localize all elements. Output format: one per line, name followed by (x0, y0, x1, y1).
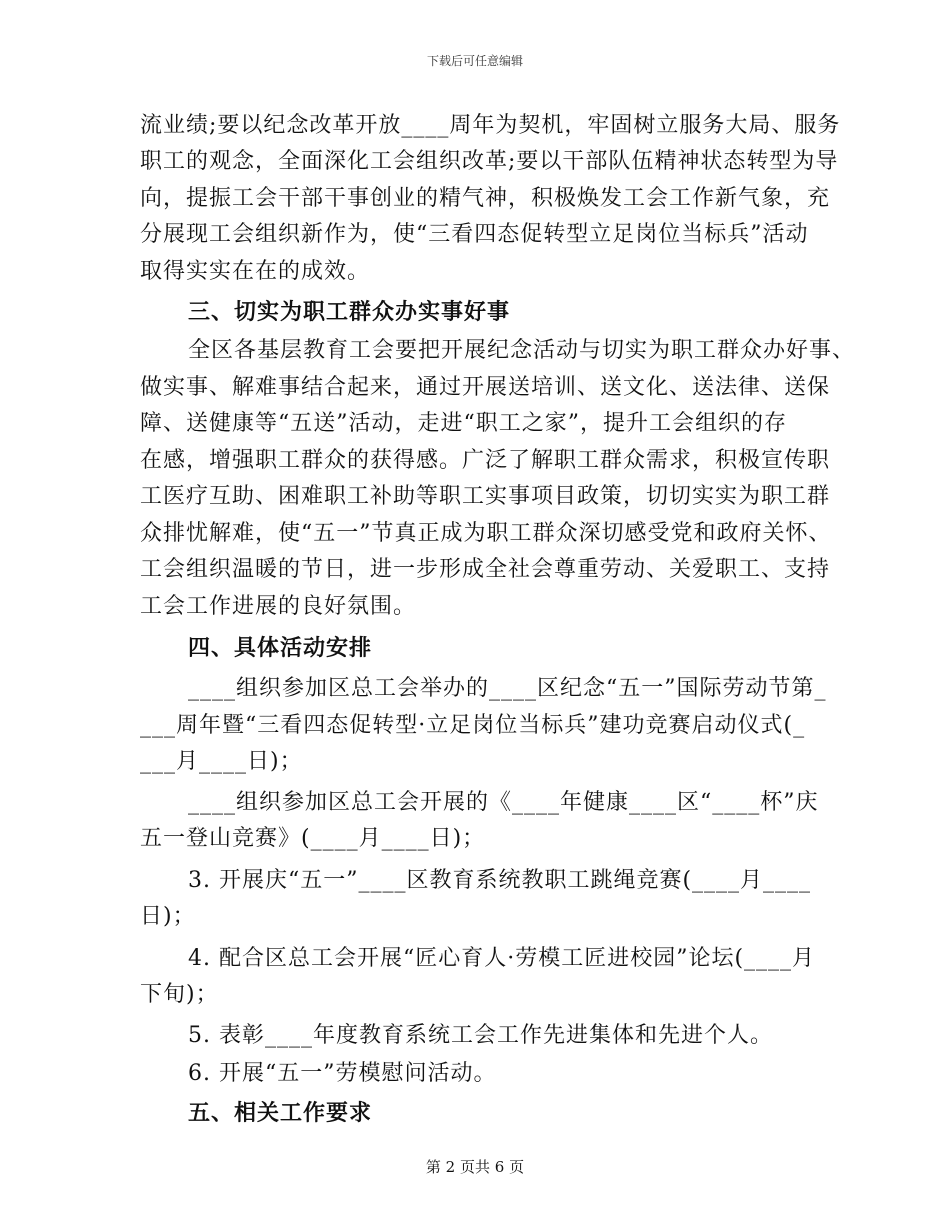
section-heading: 五、相关工作要求 (188, 1100, 373, 1126)
paragraph-line: 全区各基层教育工会要把开展纪念活动与切实为职工群众办好事、 (188, 338, 856, 363)
page-header: 下载后可任意编辑 (426, 54, 523, 68)
paragraph-line: 在感，增强职工群众的获得感。广泛了解职工群众需求，积极宣传职 (140, 448, 831, 473)
paragraph-line: 向，提振工会干部干事创业的精气神，积极焕发工会工作新气象，充 (140, 186, 831, 211)
paragraph-line: 分展现工会组织新作为，使“三看四态促转型立足岗位当标兵”活动 (140, 222, 809, 247)
section-heading: 三、切实为职工群众办实事好事 (188, 299, 511, 325)
paragraph-line: 工会组织温暖的节日，进一步形成全社会尊重劳动、关爱职工、支持 (140, 557, 831, 582)
paragraph-line: 3. 开展庆“五一”____区教育系统教职工跳绳竞赛(____月____ (188, 868, 812, 893)
paragraph-line: 工医疗互助、困难职工补助等职工实事项目政策，切切实实为职工群 (140, 484, 831, 509)
paragraph-line: 流业绩;要以纪念改革开放____周年为契机，牢固树立服务大局、服务 (140, 113, 841, 138)
paragraph-line: 职工的观念，全面深化工会组织改革;要以干部队伍精神状态转型为导 (140, 149, 839, 174)
paragraph-line: 五一登山竞赛》(____月____日)； (140, 826, 486, 851)
paragraph-line: ___周年暨“三看四态促转型·立足岗位当标兵”建功竞赛启动仪式(_ (140, 713, 806, 738)
paragraph-line: 5. 表彰____年度教育系统工会工作先进集体和先进个人。 (188, 1023, 773, 1048)
paragraph-line: 6. 开展“五一”劳模慰问活动。 (188, 1061, 497, 1086)
paragraph-line: 做实事、解难事结合起来，通过开展送培训、送文化、送法律、送保 (140, 375, 831, 400)
paragraph-line: ____组织参加区总工会举办的____区纪念“五一”国际劳动节第_ (188, 676, 827, 701)
paragraph-line: 下旬)； (140, 982, 219, 1007)
paragraph-line: 4. 配合区总工会开展“匠心育人·劳模工匠进校园”论坛(____月 (188, 946, 816, 971)
paragraph-line: 日)； (140, 904, 196, 929)
paragraph-line: 工会工作进展的良好氛围。 (140, 594, 417, 619)
page-footer: 第 2 页共 6 页 (425, 1158, 525, 1176)
paragraph-line: 众排忧解难，使“五一”节真正成为职工群众深切感受党和政府关怀、 (140, 521, 832, 546)
paragraph-line: ____组织参加区总工会开展的《____年健康____区“____杯”庆 (188, 790, 819, 815)
paragraph-line: ___月____日)； (140, 749, 303, 774)
paragraph-line: 取得实实在在的成效。 (140, 259, 371, 284)
section-heading: 四、具体活动安排 (188, 635, 373, 661)
paragraph-line: 障、送健康等“五送”活动，走进“职工之家”，提升工会组织的存 (140, 411, 787, 436)
